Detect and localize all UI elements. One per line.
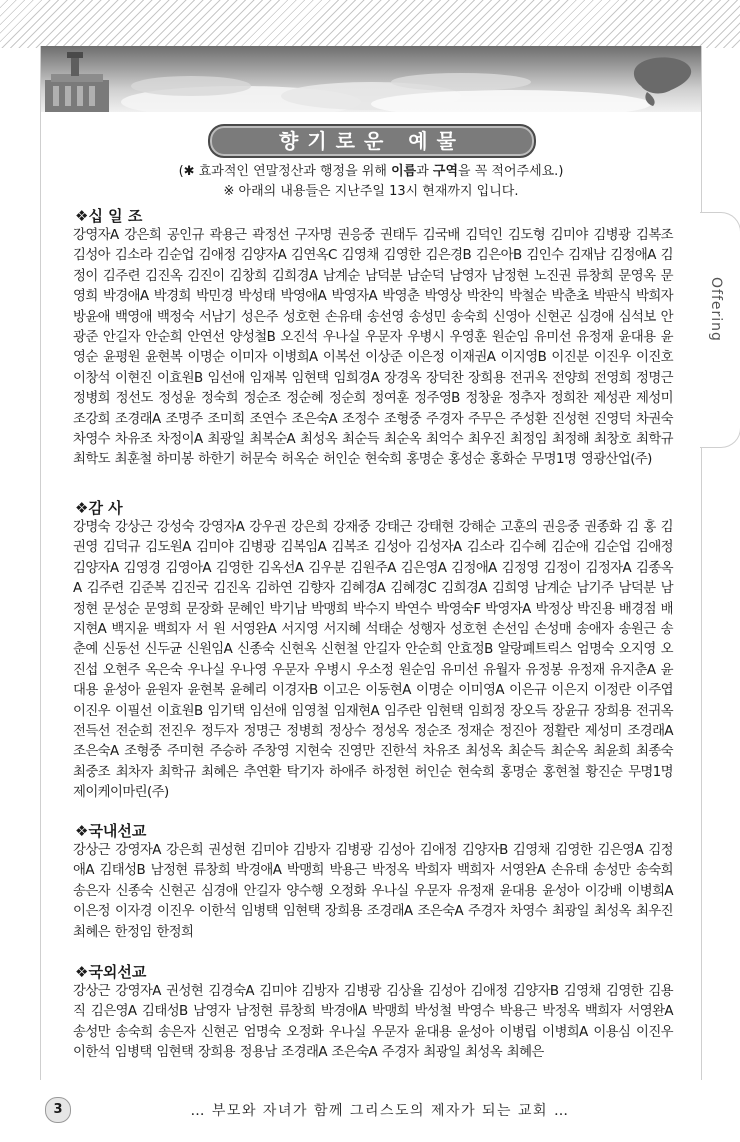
section-body-overseas-mission: 강상근 강영자A 권성현 김경숙A 김미야 김방자 김병광 김상율 김성아 김애정 김양자B 김영채 김영한 김용직 김은영A 김태성B 남영자 남정현 류창희 박경애A 박맹희 박성철 박영수 박용근 박정옥 백희자 서영완A 송성만 송숙희 송은자 신현곤 엄명숙 오정화 우나실 우문자 윤대용 윤성아 이병립 이병희A 이용심 이진우 이한석 임병택 임현택 장희용 정용남 조경래A 조은숙A 주경자 최광일 최성옥 최혜은 [73,984,673,1061]
page-content [40,46,702,1080]
top-hatch-decoration [0,0,740,48]
section-heading-tithe: ❖십 일 조 [75,207,143,225]
header-banner-image [41,46,701,112]
section-heading-thanks: ❖감 사 [75,499,123,517]
footer-motto: … 부모와 자녀가 함께 그리스도의 제자가 되는 교회 … [190,1103,570,1119]
notice-line-1 [41,164,701,180]
page-title: 향기로운 예물 [279,129,465,153]
notice-text: 을 꼭 적어주세요.) [458,164,564,179]
section-body-domestic-mission: 강상근 강영자A 강은희 권성현 김미야 김방자 김병광 김성아 김애정 김양자B 김영채 김영한 김은영A 김정애A 김태성B 남정현 류창희 박경애A 박맹희 박용근 박정옥 박희자 백희자 서영완A 손유태 송성만 송숙희 송은자 신종숙 신현곤 심경애 안길자 양수행 오정화 우나실 우문자 유정재 윤대용 윤성아 이강배 이병희A 이은정 이자경 이진우 이한석 임병택 임현택 장희용 조경래A 조은숙A 주경자 차영수 최광일 최성옥 최우진 최혜은 한정임 한정희 [73,843,673,940]
page-number: 3 [45,1097,71,1123]
church-cloud-illustration [41,46,701,112]
section-body-tithe: 강영자A 강은희 공인규 곽용근 곽정선 구자명 권응중 권태두 김국배 김덕인 김도형 김미야 김병광 김복조 김성아 김소라 김순업 김애정 김양자A 김연옥C 김영채 김영한 김은경B 김은아B 김인수 김재남 김정애A 김정이 김주련 김진옥 김진이 김창희 김희경A 남계순 남덕분 남순덕 남영자 남정현 노진권 류창희 문영옥 문영희 박경애A 박경희 박민경 박성태 박영애A 박영자A 박영춘 박영상 박찬익 박철순 박춘초 박판식 박희자 방윤애 백영애 백정숙 서남기 성은주 성호현 손유태 송선영 송성민 송숙희 신영아 신현곤 심경애 심석보 안광준 안길자 안순희 안연선 양성철B 오진석 우나실 우문자 우병시 우영훈 원순임 유미선 유정재 윤대용 윤영순 윤평원 윤현복 이명순 이미자 이병희A 이복선 이상준 이은정 이재권A 이지영B 이진분 이진우 이진호 이창석 이현진 이효원B 임선애 임재복 임현택 임희경A 장경옥 장덕찬 장희용 전귀옥 전양희 전영희 정명근 정병희 정선도 정성윤 정숙희 정순조 정순혜 정순희 정여훈 정주영B 정창윤 정추자 정희찬 제성관 제성미 조강희 조경래A 조명주 조미희 조연수 조은숙A 조정수 조형중 주경자 주무은 주성환 진성현 진영덕 차권숙 차영수 차유조 차정이A 최광일 최복순A 최성옥 최순득 최순옥 최억수 최우진 최정임 최정해 최창호 최학규 최학도 최훈철 하미봉 하한기 허문숙 허옥순 허인순 현숙희 홍명순 홍성순 홍화순 무명1명 영광산업(주) [73,228,673,468]
section-heading-overseas-mission: ❖국외선교 [75,963,147,981]
side-tab [700,212,740,448]
notice-text: 과 [416,164,433,179]
notice-emphasis-name: 이름 [391,164,417,179]
side-tab-label: Offering [708,277,724,342]
page-title-box [208,124,536,158]
notice-emphasis-district: 구역 [432,164,459,179]
notice-line-2: ※ 아래의 내용들은 지난주일 13시 현재까지 입니다. [223,184,519,199]
notice-text: (✱ 효과적인 연말정산과 행정을 위해 [178,164,392,179]
section-body-thanks: 강명숙 강상근 강성숙 강영자A 강우권 강은희 강재중 강태근 강태현 강해순 고훈의 권응중 권종화 김 홍 김권영 김덕규 김도원A 김미야 김병광 김복임A 김복조 김성아 김성자A 김소라 김수혜 김순애 김순업 김애정 김양자A 김영경 김영아A 김영한 김옥선A 김우분 김원주A 김은영A 김정애A 김정영 김정이 김정자A 김종옥A 김주련 김준복 김진국 김진옥 김하연 김향자 김혜경A 김혜경C 김희경A 김희영 남계순 남기주 남덕분 남정현 문성순 문영희 문장화 문혜인 박기남 박맹희 박수지 박연수 박영숙F 박영자A 박정상 박진용 배경점 배지현A 백지윤 백희자 서 원 서영완A 서지영 서지혜 석태순 성행자 성호현 손선임 손성매 송애자 송원근 송춘예 신동선 신두균 신원임A 신종숙 신현옥 신현철 안길자 안순희 안효정B 알랑폐트릭스 엄명숙 오지영 오진섭 오현주 옥은숙 우나실 우나영 우문자 우병시 우소정 원순임 유미선 유월자 유정봉 유정재 유지춘A 윤대용 윤성아 윤원자 윤현복 윤혜리 이경자B 이고은 이동현A 이명순 이미영A 이은규 이은지 이정란 이주엽 이진우 이필선 이효원B 임기택 임선애 임영철 임재현A 임주란 임현택 임희정 장오득 장윤규 장희용 전귀옥 전득선 전순희 전진우 정두자 정명근 정병희 정상수 정성옥 정순조 정재순 정진아 정활란 제성미 조경래A 조은숙A 조형중 주미현 주승하 주창영 지현숙 진영만 진한석 차유조 최성옥 최순득 최순옥 최윤희 최종숙 최중조 최차자 최학규 최혜은 추연환 탁기자 하애주 하정현 허인순 현숙희 홍명순 홍현철 황진순 무명1명 제이케이마린(주) [73,520,673,801]
section-heading-domestic-mission: ❖국내선교 [75,822,147,840]
